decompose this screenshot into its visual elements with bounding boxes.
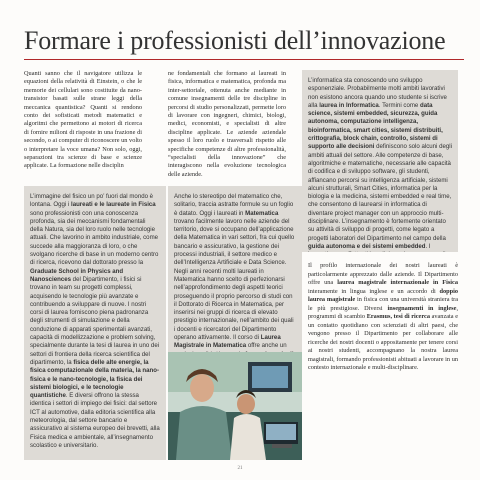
matematica-text-a: Anche lo stereotipo del matematico che, solitario, traccia astratte formule su un foglio è datato. Oggi i laureati in	[174, 193, 294, 217]
fisica-strong-b: Graduate School in Physics and Nanosciences	[30, 267, 124, 283]
fisica-text-a: L’immagine del fisico un po’ fuori dal mondo è lontana. Oggi i	[30, 193, 154, 209]
intl-text-e: avanzata e un contatto quotidiano con scienziati di altri paesi, che vengono presso il Dipartimento per collaborare alle ricerche dei nostri docenti o appositamente per tenere corsi ai nostri studenti, accompagnano la nostra laurea magistrali, formando professionisti abituati a lavorare in un contesto internazionale e multi-disciplinare.	[308, 313, 458, 371]
intl-text-a: Il profilo internazionale dei nostri laureati è particolarmente apprezzato dalle aziende. Il Dipartimento offre una	[308, 262, 458, 286]
intl-strong-d: Erasmus, tesi di ricerca	[366, 313, 430, 320]
matematica-strong-a: Matematica	[245, 209, 279, 217]
international-profile-text	[308, 262, 458, 460]
fisica-text-c: del Dipartimento, i fisici si trovano in team su progetti complessi, acquisendo le tecnologie più avanzate e contribuendo a sviluppare di nuove. I nostri corsi di laurea forniscono piena padronanza degli strumenti di simulazione e della conduzione di apparati sperimentali avanzati, capacità di modellizzazione e problem solving, specialmente durante la tesi di laurea in uno dei settori di frontiera della ricerca scientifica del dipartimento, la	[30, 275, 160, 366]
informatica-text-c: definiscono solo alcuni degli ambiti attuali del settore. Alle competenze di base, algoritmiche e matematiche, necessarie alle capacità di codifica e di sviluppo software, gli studenti, affiancano percorsi su intelligenza artificiale, sistemi alcuni strutturali, Smart Cities, informatica per la biologia e la medicina, sistemi embedded e real time, che consentono di laurearsi in informatica di diventare project manager con un approccio multi-disciplinare. L’insegnamento è fortemente orientato su attività di sviluppo di progetti, come legato a progetti laboratori del Dipartimento nel campo della	[308, 143, 452, 242]
informatica-strong-a: laurea in Informatica	[319, 101, 379, 109]
fisica-box	[24, 186, 166, 460]
title-rule	[24, 59, 464, 60]
intro-column-2: ne fondamentali che formano ai laureati in fisica, informatica e matematica, profonda ma inter-settoriale, ottenuta anche mediante in comune insegnamenti delle tre discipline in percorsi di studio personalizzati, permette loro di lavorare con ingegneri, chimici, biologi, medici, economisti, e specialisti di altre discipline applicate. Le aziende aziendale spesso il loro ruolo e trasversali rispetto alle specifiche competenze di altre professionalità, “specialisti della innovazione” che interagiscono nella evoluzione tecnologica delle aziende.	[168, 70, 286, 178]
intl-strong-b: doppio laurea magistrale	[308, 287, 458, 303]
informatica-strong-c: guida autonoma e dei sistemi embedded	[308, 242, 426, 250]
page-number: 21	[237, 466, 243, 471]
intl-text-d: , programmi di scambio	[308, 304, 458, 320]
matematica-strong-b: Laurea Magistrale in Matematica	[174, 334, 281, 350]
informatica-strong-b: data science, sistemi embedded, sicurezza, guida autonoma, computazione intelligenza, bioinformatica, smart cities, sistemi distribuiti, crittografia, block chain, controllo, sistemi di supporto alle decisioni	[308, 101, 443, 151]
informatica-box	[302, 70, 458, 252]
fisica-strong-c: fisica delle alte energie, la fisica computazionale della materia, la nano-fisica e le nano-tecnologie, la fisica dei sistemi biologici, e le tecnologie quantistiche	[30, 358, 160, 400]
fisica-text-d: . E diversi offrono la stessa identica i settori di impiego dei fisici: dal settore ICT al automotive, dalla editoria scientifica alla meteorologia, dal settore bancario e assicurativo al sistema europeo dei brevetti, alla Fisica medica e ambientale, all’insegnamento scolastico e universitario.	[30, 392, 160, 449]
students-photo	[168, 352, 302, 460]
matematica-box	[168, 186, 302, 352]
intl-text-c: in fisica con una università straniera tra le più prestigiose. Diversi	[308, 296, 458, 312]
intl-strong-c: insegnamenti in inglese	[387, 304, 457, 312]
informatica-text-b: . Termini come	[378, 101, 420, 109]
informatica-text-d: . I	[425, 242, 431, 250]
matematica-text-c: offre anche un	[247, 342, 287, 350]
intl-strong-a: laurea magistrale internazionale in Fisica	[337, 279, 458, 286]
fisica-strong-a: laureati e le laureate in Fisica	[71, 201, 156, 209]
intl-text-b: interamente in lingua inglese e un accordo di	[308, 287, 440, 295]
students-photo-image	[168, 352, 302, 460]
fisica-text-b: sono professionisti con una conoscenza profonda, sia dei meccanismi fondamentali della Natura, sia del loro ruolo nelle tecnologie attuali. Che lavorino in ambito industriale, come succede alla maggioranza di loro, o che svolgano ricerche di base in un moderno centro di ricerca, ricevono dal dottorato presso la	[30, 209, 159, 267]
intro-column-1: Quanti sanno che il navigatore utilizza le equazioni della relatività di Einstein, o che le memorie dei cellulari sono costituite da nano-transistor basati sulle strane leggi della meccanica quantistica? Quanti si rendono conto dei sofisticati metodi matematici e algoritmi che permettono ai motori di ricerca di fornire milioni di risposte in una frazione di secondo, o ai computer di riconoscere un volto o interpretare la voce umana? Non solo, oggi, separazioni tra scienze di base e scienze applicate. La formazione nelle disciplin	[24, 70, 142, 170]
matematica-text-b: trovano facilmente lavoro nelle aziende del territorio, dove si occupano dell’applicazione della Matematica in vari settori, fra cui quello bancario e assicurativo, la gestione dei processi industriali, il settore medico e dell’Intelligenza Artificiale e Data Science. Negli anni recenti molti laureati in Matematica hanno scelto di perfezionarsi nell’approfondimento degli aspetti teorici proseguendo il proprio percorso di studi con il Dottorato di Ricerca in Matematica, per inserirsi nei gruppi di ricerca di elevato prestigio internazionale, nell’ambito dei quali i docenti e ricercatori del Dipartimento operano attivamente. Il corso di	[174, 217, 295, 342]
informatica-text-a: L’informatica sta conoscendo uno sviluppo esponenziale. Probabilmente molti ambiti lavorativi non esistono ancora quando uno studente si iscrive alla	[308, 77, 447, 109]
page-title: Formare i professionisti dell’innovazione	[24, 26, 446, 55]
